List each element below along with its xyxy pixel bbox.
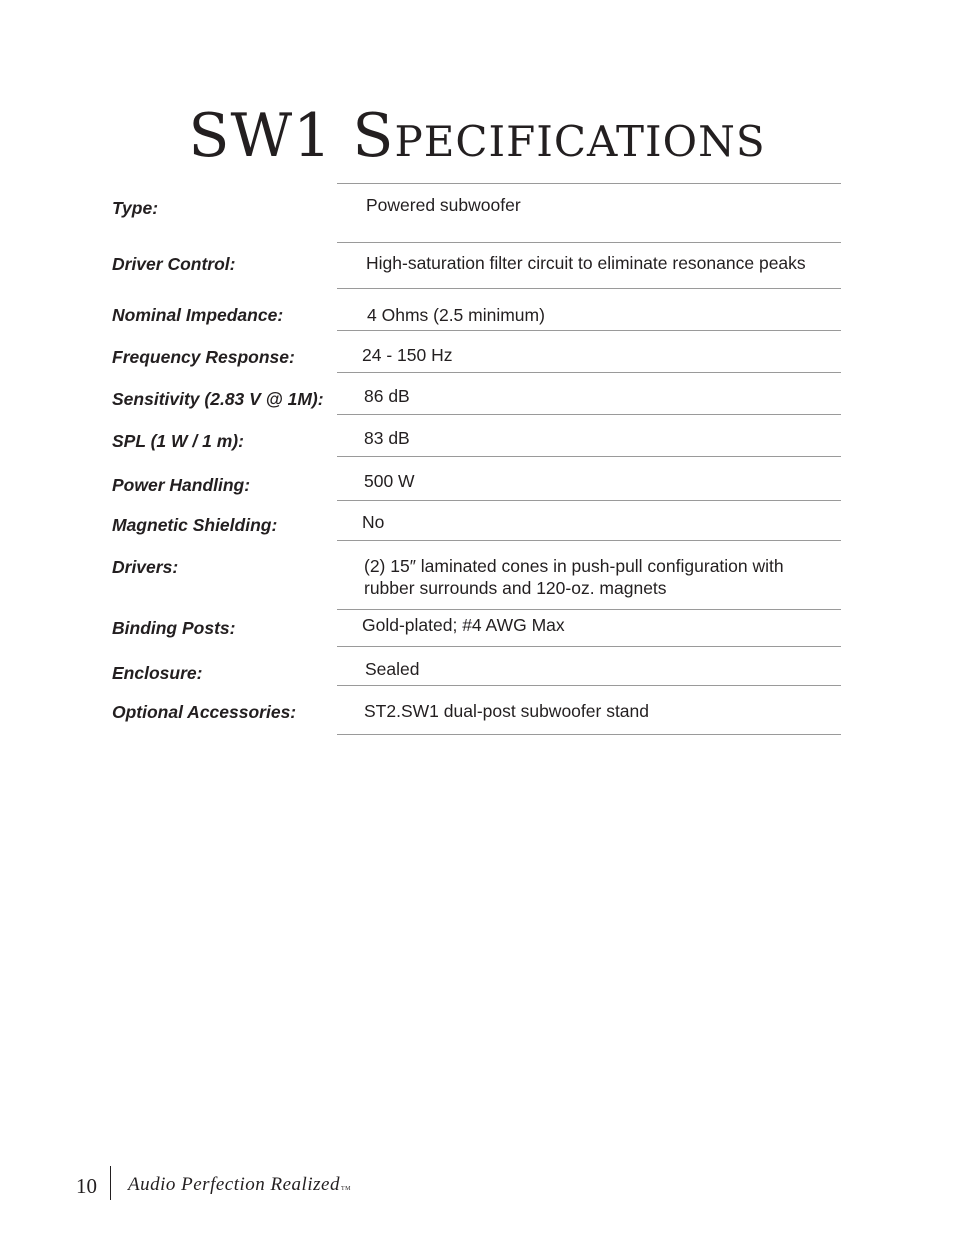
spec-value-enclosure: Sealed xyxy=(365,659,420,679)
page-footer xyxy=(0,1160,954,1210)
spec-label-driver-control: Driver Control: xyxy=(112,254,236,274)
spec-label-nominal-impedance: Nominal Impedance: xyxy=(112,305,284,325)
spec-label-type: Type: xyxy=(112,198,159,218)
spec-value-nominal-impedance: 4 Ohms (2.5 minimum) xyxy=(367,305,545,325)
spec-value-power-handling: 500 W xyxy=(364,471,415,491)
spec-value-sensitivity: 86 dB xyxy=(364,386,410,406)
row-divider xyxy=(337,242,841,243)
row-divider xyxy=(337,414,841,415)
page-number: 10 xyxy=(76,1174,97,1198)
spec-value-drivers: (2) 15″ laminated cones in push-pull configuration with rubber surrounds and 120-oz. magnets xyxy=(364,556,784,598)
row-divider xyxy=(337,183,841,184)
spec-value-driver-control: High-saturation filter circuit to eliminate resonance peaks xyxy=(366,253,806,273)
spec-label-optional-accessories: Optional Accessories: xyxy=(112,702,297,722)
spec-value-type: Powered subwoofer xyxy=(366,195,521,215)
spec-value-spl: 83 dB xyxy=(364,428,410,448)
spec-label-binding-posts: Binding Posts: xyxy=(112,618,236,638)
row-divider xyxy=(337,330,841,331)
trademark-mark: TM xyxy=(340,1186,351,1192)
spec-label-sensitivity: Sensitivity (2.83 V @ 1M): xyxy=(112,389,324,409)
spec-value-optional-accessories: ST2.SW1 dual-post subwoofer stand xyxy=(364,701,650,721)
row-divider xyxy=(337,288,841,289)
row-divider xyxy=(337,456,841,457)
spec-label-magnetic-shielding: Magnetic Shielding: xyxy=(112,515,278,535)
row-divider xyxy=(337,685,841,686)
spec-label-frequency-response: Frequency Response: xyxy=(112,347,295,367)
row-divider xyxy=(337,372,841,373)
footer-divider xyxy=(110,1166,111,1200)
footer-tagline-text: Audio Perfection Realized xyxy=(128,1174,340,1195)
spec-label-spl: SPL (1 W / 1 m): xyxy=(112,431,244,451)
spec-value-binding-posts: Gold-plated; #4 AWG Max xyxy=(362,615,565,635)
spec-label-enclosure: Enclosure: xyxy=(112,663,203,683)
row-divider xyxy=(337,500,841,501)
row-divider xyxy=(337,609,841,610)
row-divider xyxy=(337,646,841,647)
spec-label-drivers: Drivers: xyxy=(112,557,179,577)
spec-value-magnetic-shielding: No xyxy=(362,512,385,532)
footer-tagline xyxy=(128,1173,351,1201)
spec-label-power-handling: Power Handling: xyxy=(112,475,251,495)
row-divider xyxy=(337,540,841,541)
spec-value-frequency-response: 24 - 150 Hz xyxy=(362,345,453,365)
page-title: SW1 Specifications xyxy=(188,101,766,171)
row-divider xyxy=(337,734,841,735)
